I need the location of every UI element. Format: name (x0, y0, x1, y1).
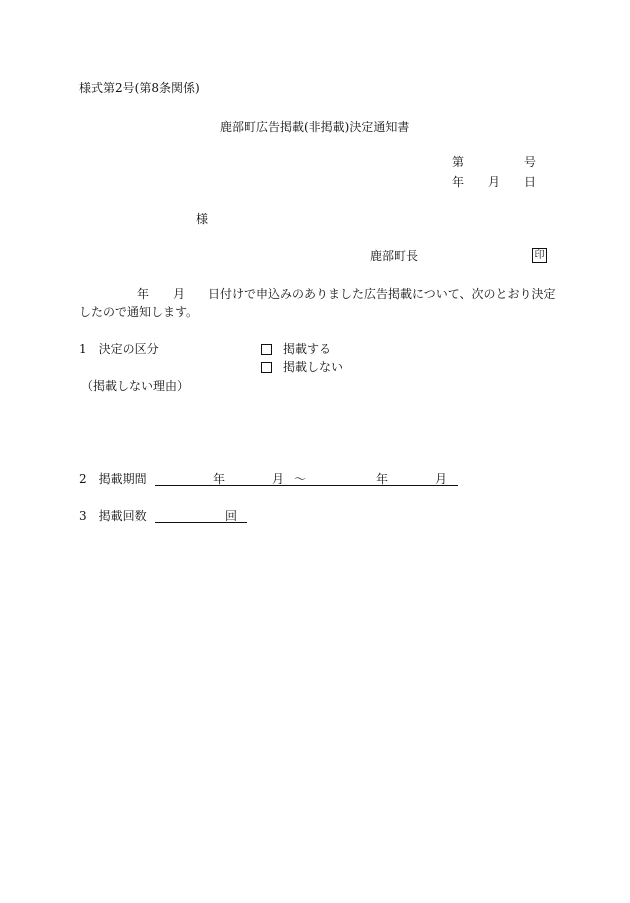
date-year: 年 (452, 175, 465, 189)
body-month: 月 (173, 287, 186, 301)
count-unit: 回 (225, 509, 238, 523)
period-year-2: 年 (376, 472, 389, 486)
date-day: 日 (524, 175, 537, 189)
reference-dai: 第 (452, 155, 465, 169)
form-number: 様式第2号(第8条関係) (79, 81, 200, 95)
reason-label: （掲載しない理由） (81, 379, 190, 393)
section3-label: 3 掲載回数 (79, 509, 147, 523)
option-not-publish-label: 掲載しない (283, 360, 344, 374)
period-month-2: 月 (435, 472, 448, 486)
period-month-1: 月 (272, 472, 285, 486)
section1-label: 1 決定の区分 (79, 342, 159, 356)
body-line1: 日付けで申込みのありました広告掲載について、次のとおり決定 (208, 287, 556, 301)
body-line2: したので通知します。 (79, 305, 199, 319)
period-underline (155, 485, 458, 486)
checkbox-not-publish[interactable] (261, 362, 272, 373)
option-publish-label: 掲載する (283, 342, 332, 356)
checkbox-publish[interactable] (261, 344, 272, 355)
issuer-name: 鹿部町長 (370, 249, 419, 263)
section2-label: 2 掲載期間 (79, 472, 147, 486)
period-tilde: ～ (294, 472, 307, 486)
date-month: 月 (488, 175, 501, 189)
document-title: 鹿部町広告掲載(非掲載)決定通知書 (220, 120, 410, 134)
seal-mark: 印 (532, 248, 547, 263)
addressee-suffix: 様 (196, 212, 209, 226)
period-year-1: 年 (213, 472, 226, 486)
reference-go: 号 (524, 155, 537, 169)
body-year: 年 (137, 287, 150, 301)
